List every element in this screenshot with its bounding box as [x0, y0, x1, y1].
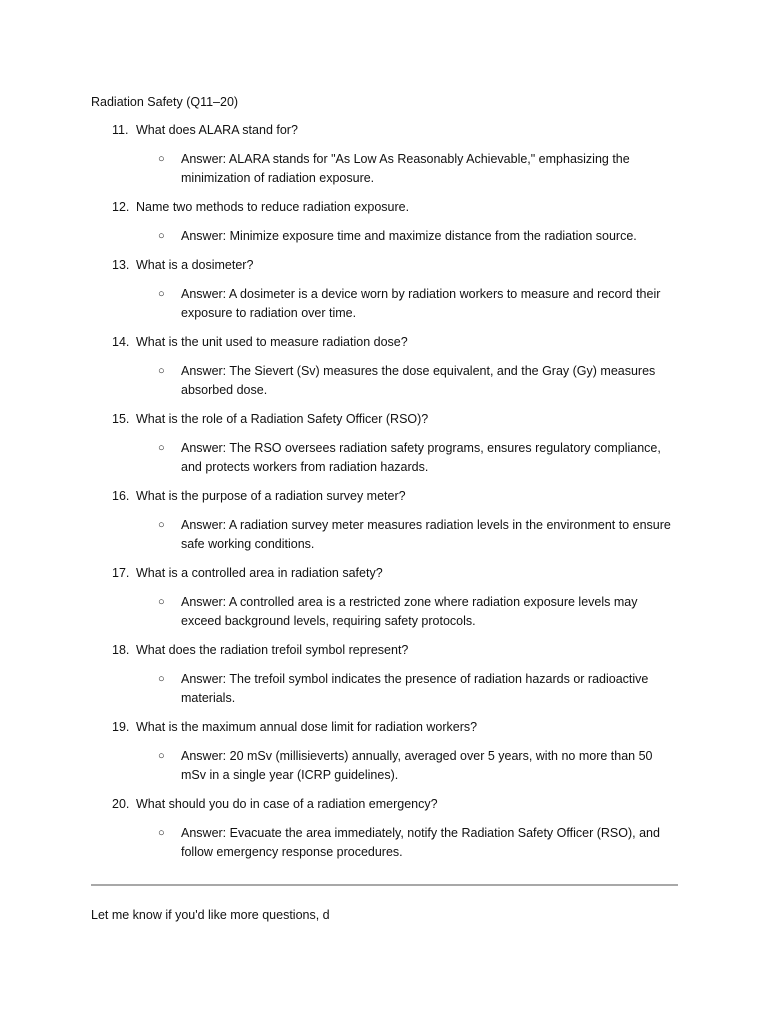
- answer-item: [0, 362, 768, 400]
- question-number: 15.: [112, 412, 130, 426]
- question-item: [0, 121, 768, 188]
- question-text: What is the purpose of a radiation survey meter?: [136, 489, 406, 503]
- hollow-circle-bullet-icon: ○: [158, 596, 165, 608]
- hollow-circle-bullet-icon: ○: [158, 442, 165, 454]
- answer-text: Answer: The Sievert (Sv) measures the dose equivalent, and the Gray (Gy) measures absorbed dose.: [181, 364, 656, 397]
- section-heading: Radiation Safety (Q11–20): [91, 95, 239, 109]
- question-text: What does the radiation trefoil symbol represent?: [136, 643, 409, 657]
- answer-text: Answer: 20 mSv (millisieverts) annually, averaged over 5 years, with no more than 50 mSv in a single year (ICRP guidelines).: [181, 749, 653, 782]
- question-number: 12.: [112, 200, 130, 214]
- answer-item: [0, 439, 768, 477]
- question-number: 16.: [112, 489, 130, 503]
- question-text: Name two methods to reduce radiation exposure.: [136, 200, 410, 214]
- question-text: What is the maximum annual dose limit for radiation workers?: [136, 720, 478, 734]
- answer-item: [0, 593, 768, 631]
- question-item: [0, 256, 768, 323]
- question-text: What does ALARA stand for?: [136, 123, 298, 137]
- answer-item: [0, 285, 768, 323]
- hollow-circle-bullet-icon: ○: [158, 230, 165, 242]
- closing-note: Let me know if you'd like more questions, d: [91, 908, 330, 922]
- answer-item: [0, 824, 768, 862]
- answer-item: [0, 670, 768, 708]
- question-number: 17.: [112, 566, 130, 580]
- question-number: 14.: [112, 335, 130, 349]
- question-number: 18.: [112, 643, 130, 657]
- question-list: [0, 121, 768, 872]
- answer-text: Answer: Evacuate the area immediately, notify the Radiation Safety Officer (RSO), and follow emergency response procedures.: [181, 826, 660, 859]
- question-text: What is the unit used to measure radiation dose?: [136, 335, 408, 349]
- hollow-circle-bullet-icon: ○: [158, 827, 165, 839]
- question-number: 13.: [112, 258, 130, 272]
- answer-text: Answer: A radiation survey meter measures radiation levels in the environment to ensure safe working conditions.: [181, 518, 671, 551]
- answer-text: Answer: The trefoil symbol indicates the presence of radiation hazards or radioactive materials.: [181, 672, 649, 705]
- answer-item: [0, 516, 768, 554]
- question-number: 19.: [112, 720, 130, 734]
- question-item: [0, 795, 768, 862]
- question-number: 11.: [112, 123, 129, 137]
- hollow-circle-bullet-icon: ○: [158, 153, 165, 165]
- answer-item: [0, 747, 768, 785]
- question-text: What is a dosimeter?: [136, 258, 254, 272]
- hollow-circle-bullet-icon: ○: [158, 519, 165, 531]
- question-text: What is a controlled area in radiation safety?: [136, 566, 383, 580]
- answer-text: Answer: ALARA stands for "As Low As Reasonably Achievable," emphasizing the minimization of radiation exposure.: [181, 152, 630, 185]
- question-item: [0, 641, 768, 708]
- question-item: [0, 487, 768, 554]
- hollow-circle-bullet-icon: ○: [158, 673, 165, 685]
- answer-item: [0, 227, 768, 246]
- hollow-circle-bullet-icon: ○: [158, 365, 165, 377]
- answer-text: Answer: The RSO oversees radiation safety programs, ensures regulatory compliance, and protects workers from radiation hazards.: [181, 441, 661, 474]
- question-text: What is the role of a Radiation Safety Officer (RSO)?: [136, 412, 429, 426]
- answer-item: [0, 150, 768, 188]
- question-item: [0, 410, 768, 477]
- hollow-circle-bullet-icon: ○: [158, 288, 165, 300]
- question-number: 20.: [112, 797, 130, 811]
- question-item: [0, 198, 768, 246]
- question-text: What should you do in case of a radiation emergency?: [136, 797, 438, 811]
- answer-text: Answer: A controlled area is a restricted zone where radiation exposure levels may exceed background levels, requiring safety protocols.: [181, 595, 638, 628]
- answer-text: Answer: A dosimeter is a device worn by radiation workers to measure and record their exposure to radiation over time.: [181, 287, 661, 320]
- hollow-circle-bullet-icon: ○: [158, 750, 165, 762]
- question-item: [0, 718, 768, 785]
- horizontal-divider: [91, 884, 678, 886]
- question-item: [0, 564, 768, 631]
- answer-text: Answer: Minimize exposure time and maximize distance from the radiation source.: [181, 229, 637, 243]
- question-item: [0, 333, 768, 400]
